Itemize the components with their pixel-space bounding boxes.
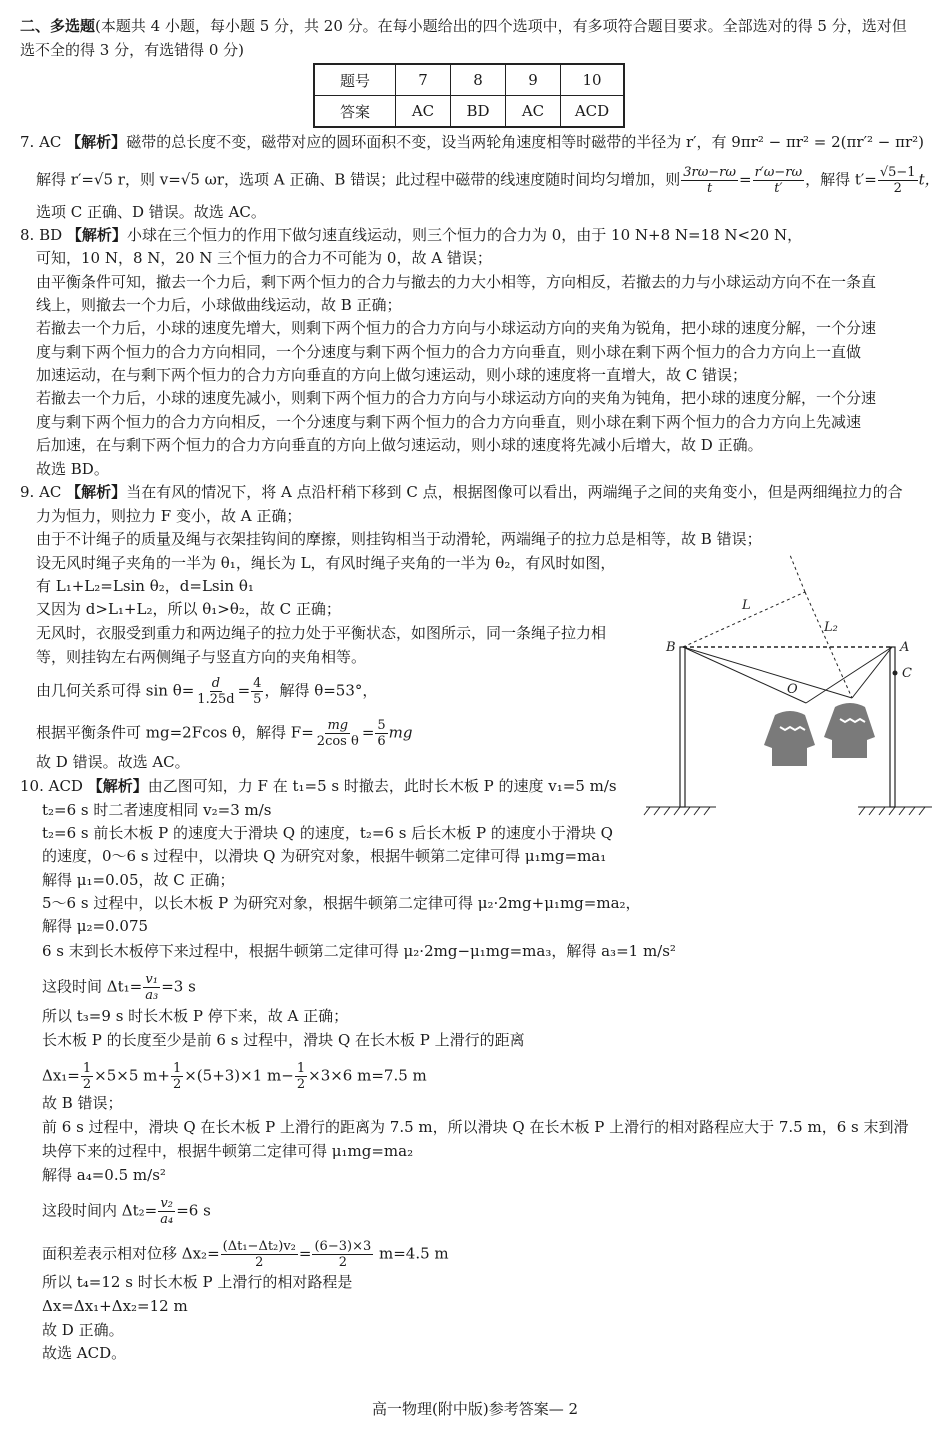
text: 解得 r′=√5 r，则 v=√5 ωr，选项 A 正确、B 错误；此过程中磁带的线速度随时间均匀增加，则 (36, 170, 681, 189)
q10-line: 故 D 正确。 (42, 1321, 124, 1339)
table-cell: BD (451, 96, 506, 128)
table-cell: 10 (561, 64, 625, 96)
q10-line: 故选 ACD。 (42, 1344, 127, 1362)
q10-line: 5～6 s 过程中，以长木板 P 为研究对象，根据牛顿第二定律可得 μ₂·2mg+μ₁mg=ma₂， (42, 894, 641, 912)
q10-line: t₂=6 s 时二者速度相同 v₂=3 m/s (42, 801, 272, 819)
analysis-tag: 【解析】 (87, 777, 148, 795)
q8-line: 故选 BD。 (36, 460, 109, 478)
q10-line: 长木板 P 的长度至少是前 6 s 过程中，滑块 Q 在长木板 P 上滑行的距离 (42, 1031, 525, 1049)
text: 磁带的总长度不变，磁带对应的圆环面积不变，设当两轮角速度相等时磁带的半径为 r′，有 9πr² − πr² = 2(πr′² − πr²) (126, 133, 924, 151)
table-cell: AC (506, 96, 561, 128)
label-B: B (666, 640, 676, 655)
q7-line: 解得 r′=√5 r，则 v=√5 ωr，选项 A 正确、B 错误；此过程中磁带的线速度随时间均匀增加，则 $\frac{3r\omega-r\omega}{t}$ = $\frac{r'\omega-r\omega}{t'}$ ，解得 t′= $\frac{√5-1}{2}$ t， (36, 165, 940, 196)
q10-line: 解得 μ₁=0.05，故 C 正确； (42, 871, 235, 889)
q10-line: 6 s 末到长木板停下来过程中，根据牛顿第二定律可得 μ₂·2mg−μ₁mg=ma₃，解得 a₃=1 m/s² (42, 942, 676, 960)
q10-line: 故 B 错误； (42, 1094, 123, 1112)
q9-line: 力为恒力，则拉力 F 变小，故 A 正确； (36, 507, 302, 525)
question-number: 7. AC (20, 133, 62, 151)
question-number: 8. BD (20, 226, 63, 244)
table-row (314, 64, 624, 96)
table-cell: ACD (561, 96, 625, 128)
q10-line: t₂=6 s 前长木板 P 的速度大于滑块 Q 的速度，t₂=6 s 后长木板 P 的速度小于滑块 Q (42, 824, 613, 842)
fraction: $\frac{√5-1}{2}$ (879, 165, 916, 196)
q7-line: 选项 C 正确、D 错误。故选 AC。 (36, 203, 266, 221)
q9-line: 设无风时绳子夹角的一半为 θ₁，绳长为 L，有风时绳子夹角的一半为 θ₂，有风时如图， (36, 554, 616, 572)
text: 当在有风的情况下，将 A 点沿杆稍下移到 C 点，根据图像可以看出，两端绳子之间的夹角变小，但是两细绳拉力的合 (126, 483, 903, 501)
q8-line (20, 225, 802, 245)
q8-line: 由平衡条件可知，撤去一个力后，剩下两个恒力的合力与撤去的力大小相等，方向相反，若撤去的力与小球运动方向不在一条直 (36, 273, 877, 291)
q8-line: 加速运动，在与剩下两个恒力的合力方向垂直的方向上做匀速运动，则小球的速度将一直增大，故 C 错误； (36, 366, 748, 384)
q10-line: 这段时间 Δt₁= $\frac{\text{v₁}}{\text{a₃}}$ =3 s (42, 972, 196, 1003)
clothes-icon (764, 703, 875, 766)
clothesline-figure (640, 555, 940, 820)
fraction: $\frac{mg}{\text{2cos θ}}$ (316, 718, 359, 749)
fraction: $\frac{r'\omega-r\omega}{t'}$ (754, 165, 803, 196)
q8-line: 若撤去一个力后，小球的速度先减小，则剩下两个恒力的合力方向与小球运动方向的夹角为钝角，把小球的速度分解，一个分速 (36, 389, 877, 407)
q8-line: 可知，10 N，8 N，20 N 三个恒力的合力不可能为 0，故 A 错误； (36, 249, 492, 267)
section-desc: (本题共 4 小题，每小题 5 分，共 20 分。在每小题给出的四个选项中，有多项符合题目要求。全部选对的得 5 分，选对但 (95, 17, 907, 35)
fraction: $\frac{(6-3)\times 3}{2}$ (314, 1239, 372, 1270)
q10-line: 解得 μ₂=0.075 (42, 917, 149, 935)
q8-line: 后加速，在与剩下两个恒力的合力方向垂直的方向上做匀速运动，则小球的速度将先减小后增大，故 D 正确。 (36, 436, 763, 454)
question-number: 10. ACD (20, 777, 83, 795)
answer-table (313, 63, 625, 128)
table-cell: 7 (396, 64, 451, 96)
pole-left (680, 647, 685, 807)
fraction: $\frac{\text{v₂}}{\text{a₄}}$ (160, 1196, 174, 1227)
text: 小球在三个恒力的作用下做匀速直线运动，则三个恒力的合力为 0，由于 10 N+8 N=18 N<20 N， (126, 226, 803, 244)
q10-line: 块停下来的过程中，根据牛顿第二定律可得 μ₁mg=ma₂ (42, 1142, 414, 1160)
section-desc-cont: 选不全的得 3 分，有选错得 0 分) (20, 41, 245, 59)
analysis-tag: 【解析】 (66, 133, 127, 151)
fraction: $\frac{\text{v₁}}{\text{a₃}}$ (145, 972, 159, 1003)
fraction: $\frac{1}{2}$ (172, 1061, 182, 1092)
table-row (314, 96, 624, 128)
table-cell: 答案 (314, 96, 396, 128)
section-heading (20, 16, 907, 36)
q9-line: 等，则挂钩左右两侧绳子与竖直方向的夹角相等。 (36, 648, 367, 666)
fraction: $\frac{3r\omega-r\omega}{t}$ (683, 165, 736, 196)
q10-line: 所以 t₃=9 s 时长木板 P 停下来，故 A 正确； (42, 1007, 349, 1025)
fraction: $\frac{1}{2}$ (296, 1061, 306, 1092)
fraction: $\frac{\text{(Δt₁−Δt₂)v₂}}{2}$ (222, 1239, 296, 1270)
label-O: O (787, 682, 798, 697)
q10-line: 的速度，0～6 s 过程中，以滑块 Q 为研究对象，根据牛顿第二定律可得 μ₁mg=ma₁ (42, 847, 607, 865)
analysis-tag: 【解析】 (66, 483, 127, 501)
q8-line: 线上，则撤去一个力后，小球做曲线运动，故 B 正确； (36, 296, 402, 314)
table-cell: 题号 (314, 64, 396, 96)
label-L: L (742, 598, 751, 613)
q7-line (20, 132, 924, 152)
page-footer: 高一物理(附中版)参考答案— 2 (371, 1400, 579, 1418)
q9-line (20, 482, 903, 502)
q9-line: 由于不计绳子的质量及绳与衣架挂钩间的摩擦，则挂钩相当于动滑轮，两端绳子的拉力总是相等，故 B 错误； (36, 530, 762, 548)
label-A: A (900, 640, 910, 655)
q9-line: 根据平衡条件可 mg=2Fcos θ，解得 F= $\frac{mg}{\text{2cos θ}}$ = $\frac{5}{6}$ mg (36, 718, 413, 749)
fraction: $\frac{d}{1.25d}$ (197, 676, 235, 707)
label-C: C (902, 666, 912, 681)
q8-line: 度与剩下两个恒力的合力方向相反，一个分速度与剩下两个恒力的合力方向垂直，则小球在剩下两个恒力的合力方向上先减速 (36, 413, 862, 431)
fraction: $\frac{1}{2}$ (82, 1061, 92, 1092)
q10-line: 这段时间内 Δt₂= $\frac{\text{v₂}}{\text{a₄}}$ =6 s (42, 1196, 211, 1227)
q9-line: 无风时，衣服受到重力和两边绳子的拉力处于平衡状态，如图所示，同一条绳子拉力相 (36, 624, 607, 642)
q9-line: 由几何关系可得 sin θ= $\frac{d}{1.25d}$ = $\frac{4}{5}$ ，解得 θ=53°， (36, 676, 378, 707)
analysis-tag: 【解析】 (66, 226, 127, 244)
fraction: $\frac{5}{6}$ (377, 718, 386, 749)
q10-line: Δx=Δx₁+Δx₂=12 m (42, 1297, 188, 1315)
table-cell: 8 (451, 64, 506, 96)
question-number: 9. AC (20, 483, 62, 501)
fraction: $\frac{4}{5}$ (253, 676, 262, 707)
q10-line (20, 776, 617, 796)
text: 由乙图可知，力 F 在 t₁=5 s 时撤去，此时长木板 P 的速度 v₁=5 m/s (147, 777, 617, 795)
q8-line: 若撤去一个力后，小球的速度先增大，则剩下两个恒力的合力方向与小球运动方向的夹角为锐角，把小球的速度分解，一个分速 (36, 319, 877, 337)
label-L2: L₂ (824, 620, 838, 635)
table-cell: AC (396, 96, 451, 128)
q9-line: 又因为 d>L₁+L₂，所以 θ₁>θ₂，故 C 正确； (36, 600, 341, 618)
q9-line: 故 D 错误。故选 AC。 (36, 753, 190, 771)
q10-line: 所以 t₄=12 s 时长木板 P 上滑行的相对路程是 (42, 1273, 353, 1291)
q10-line: Δx₁= $\frac{1}{2}$ ×5×5 m+ $\frac{1}{2}$ ×(5+3)×1 m− $\frac{1}{2}$ ×3×6 m=7.5 m (42, 1061, 427, 1092)
q9-line: 有 L₁+L₂=Lsin θ₂，d=Lsin θ₁ (36, 577, 254, 595)
q10-line: 解得 a₄=0.5 m/s² (42, 1166, 166, 1184)
q10-line: 面积差表示相对位移 Δx₂= $\frac{\text{(Δt₁−Δt₂)v₂}}{2}$ = $\frac{(6-3)\times 3}{2}$ m=4.5 m (42, 1239, 449, 1270)
q10-line: 前 6 s 过程中，滑块 Q 在长木板 P 上滑行的距离为 7.5 m，所以滑块 Q 在长木板 P 上滑行的相对路程应大于 7.5 m，6 s 末到滑 (42, 1118, 909, 1136)
section-title: 二、多选题 (20, 17, 96, 35)
table-cell: 9 (506, 64, 561, 96)
q8-line: 度与剩下两个恒力的合力方向相同，一个分速度与剩下两个恒力的合力方向垂直，则小球在剩下两个恒力的合力方向上一直做 (36, 343, 862, 361)
